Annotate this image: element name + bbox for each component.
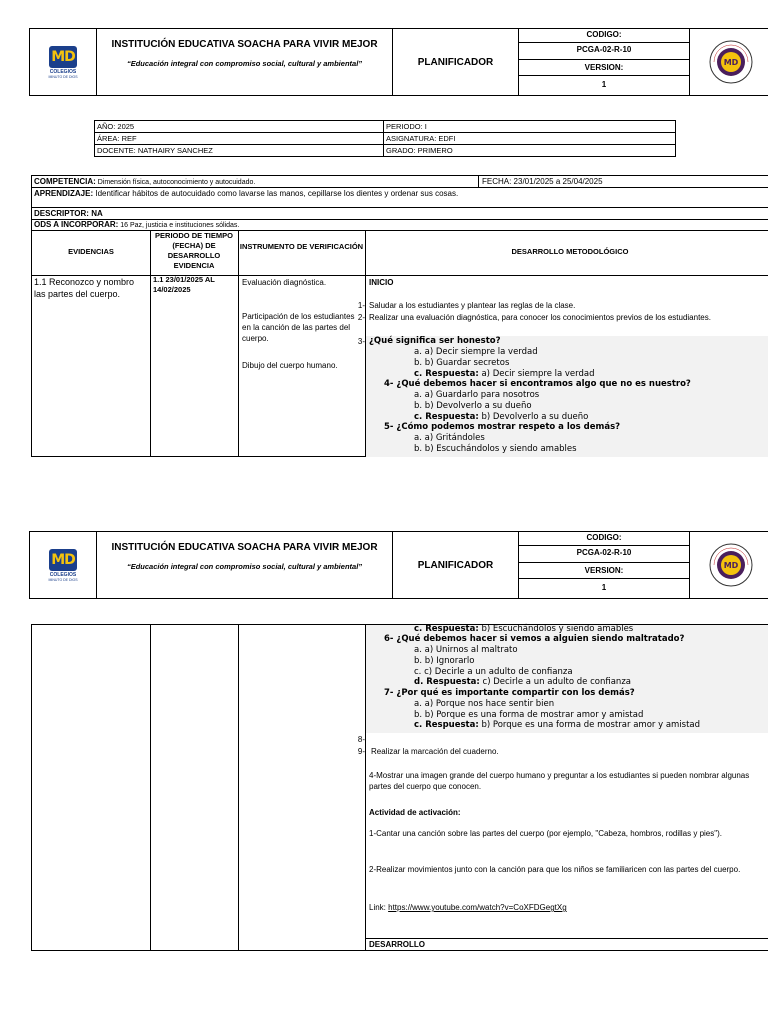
question-5: 5- ¿Cómo podemos mostrar respeto a los demás? xyxy=(384,422,621,432)
plan-table-continued xyxy=(31,624,768,951)
question-6: 6- ¿Qué debemos hacer si vemos a alguien siendo maltratado? xyxy=(384,634,685,644)
svg-text:MD: MD xyxy=(723,561,738,570)
seal-icon xyxy=(708,542,754,588)
question-3-answer: c. Respuesta: a) Decir siempre la verdad xyxy=(414,369,595,379)
school-seal xyxy=(690,29,768,95)
area: ÁREA: REF xyxy=(95,133,384,144)
num-3: 3- xyxy=(357,337,365,346)
year: AÑO: 2025 xyxy=(95,121,384,132)
step-2: Realizar una evaluación diagnóstica, para conocer los conocimientos previos de los estudiantes. xyxy=(369,313,711,322)
question-3-b: b. b) Guardar secretos xyxy=(414,358,510,368)
seal-icon xyxy=(708,39,754,85)
code-cell xyxy=(519,29,690,95)
activation-2: 2-Realizar movimientos junto con la canción para que los niños se familiaricen con las partes del cuerpo. xyxy=(369,865,741,874)
question-6-answer: d. Respuesta: c) Decirle a un adulto de confianza xyxy=(414,677,631,687)
document-header xyxy=(29,28,768,96)
question-6-c: c. c) Decirle a un adulto de confianza xyxy=(414,667,573,677)
question-5-answer: c. Respuesta: b) Escuchándolos y siendo amables xyxy=(414,624,634,634)
instrumento-1: Evaluación diagnóstica. xyxy=(242,278,327,287)
version-value: 1 xyxy=(601,583,607,592)
code-value: PCGA-02-R-10 xyxy=(576,548,632,557)
activation-heading: Actividad de activación: xyxy=(369,808,461,817)
ods: ODS A INCORPORAR: 16 Paz, justicia e instituciones sólidas. xyxy=(34,220,240,229)
institution-name: INSTITUCIÓN EDUCATIVA SOACHA PARA VIVIR MEJOR xyxy=(111,39,378,50)
logo-subtitle-2: MINUTO DE DIOS xyxy=(48,74,78,79)
instrumento-2: Participación de los estudiantes en la canción de las partes del cuerpo. xyxy=(242,312,355,343)
question-4: 4- ¿Qué debemos hacer si encontramos algo que no es nuestro? xyxy=(384,379,691,389)
question-6-b: b. b) Ignorarlo xyxy=(414,656,475,666)
step-1: Saludar a los estudiantes y plantear las reglas de la clase. xyxy=(369,301,576,310)
logo-subtitle: COLEGIOS xyxy=(49,571,77,578)
logo-subtitle: COLEGIOS xyxy=(49,68,77,75)
question-3: ¿Qué significa ser honesto? xyxy=(369,336,501,346)
instrumento-3: Dibujo del cuerpo humano. xyxy=(242,361,338,370)
num-8: 8- xyxy=(357,735,365,744)
video-link[interactable]: https://www.youtube.com/watch?v=CoXFDGegtXg xyxy=(388,903,567,912)
institution-motto: “Educación integral con compromiso social, cultural y ambiental” xyxy=(126,59,363,68)
col-evidencias: EVIDENCIAS xyxy=(68,247,114,256)
inicio-heading: INICIO xyxy=(369,278,394,287)
code-label: CODIGO: xyxy=(586,30,622,39)
school-seal xyxy=(690,532,768,598)
period: PERIODO: I xyxy=(386,122,427,131)
aprendizaje: APRENDIZAJE: Identificar hábitos de autocuidado como lavarse las manos, cepillarse los dientes y ordenar sus cosas. xyxy=(34,189,459,198)
question-4-answer: c. Respuesta: b) Devolverlo a su dueño xyxy=(414,412,589,422)
question-6-a: a. a) Unirnos al maltrato xyxy=(414,645,518,655)
svg-text:MD: MD xyxy=(723,58,738,67)
num-1: 1- xyxy=(357,301,365,310)
md-logo-icon: MD xyxy=(49,549,77,571)
document-type: PLANIFICADOR xyxy=(393,532,519,598)
code-label: CODIGO: xyxy=(586,533,622,542)
evidencia-text: 1.1 Reconozco y nombro las partes del cuerpo. xyxy=(34,277,135,299)
grade: GRADO: PRIMERO xyxy=(386,146,453,155)
num-9: 9- xyxy=(357,747,365,756)
institution-cell xyxy=(97,29,393,95)
question-5-a: a. a) Gritándoles xyxy=(414,433,485,443)
competencia: COMPETENCIA: Dimensión física, autoconocimiento y autocuidado. xyxy=(34,177,256,186)
code-value: PCGA-02-R-10 xyxy=(576,45,632,54)
step-4: 4-Mostrar una imagen grande del cuerpo humano y preguntar a los estudiantes si pueden nombrar algunas partes del cuerpo que conocen. xyxy=(369,771,750,791)
activation-1: 1-Cantar una canción sobre las partes del cuerpo (por ejemplo, "Cabeza, hombros, rodillas y pies"). xyxy=(369,829,722,838)
code-cell xyxy=(519,532,690,598)
col-periodo: PERIODO DE TIEMPO (FECHA) DE DESARROLLO EVIDENCIA xyxy=(155,231,233,270)
step-9: Realizar la marcación del cuaderno. xyxy=(371,747,499,756)
desarrollo-heading: DESARROLLO xyxy=(369,940,425,949)
date-range: FECHA: 23/01/2025 a 25/04/2025 xyxy=(482,177,603,186)
col-instrumento: INSTRUMENTO DE VERIFICACIÓN xyxy=(239,242,364,251)
question-4-b: b. b) Devolverlo a su dueño xyxy=(414,401,532,411)
school-logo xyxy=(30,532,97,598)
md-logo-icon: MD xyxy=(49,46,77,68)
video-link-row: Link: https://www.youtube.com/watch?v=CoXFDGegtXg xyxy=(369,903,567,912)
version-label: VERSION: xyxy=(584,63,624,72)
question-3-a: a. a) Decir siempre la verdad xyxy=(414,347,538,357)
subject: ASIGNATURA: EDFI xyxy=(386,134,456,143)
institution-motto: “Educación integral con compromiso social, cultural y ambiental” xyxy=(126,562,363,571)
version-value: 1 xyxy=(601,80,607,89)
institution-name: INSTITUCIÓN EDUCATIVA SOACHA PARA VIVIR MEJOR xyxy=(111,542,378,553)
question-7: 7- ¿Por qué es importante compartir con los demás? xyxy=(384,688,635,698)
col-desarrollo: DESARROLLO METODOLÓGICO xyxy=(511,247,629,256)
question-7-b: b. b) Porque es una forma de mostrar amor y amistad xyxy=(414,710,644,720)
institution-cell xyxy=(97,532,393,598)
num-2: 2- xyxy=(357,313,365,322)
school-logo xyxy=(30,29,97,95)
question-7-a: a. a) Porque nos hace sentir bien xyxy=(414,699,555,709)
version-label: VERSION: xyxy=(584,566,624,575)
question-4-a: a. a) Guardarlo para nosotros xyxy=(414,390,540,400)
teacher: DOCENTE: NATHAIRY SANCHEZ xyxy=(95,145,384,156)
document-type: PLANIFICADOR xyxy=(393,29,519,95)
document-header-page-2 xyxy=(29,531,768,599)
plan-table xyxy=(31,175,768,457)
descriptor: DESCRIPTOR: NA xyxy=(34,209,103,218)
logo-subtitle-2: MINUTO DE DIOS xyxy=(48,577,78,582)
periodo-text: 1.1 23/01/2025 AL 14/02/2025 xyxy=(153,275,215,294)
question-7-answer: c. Respuesta: b) Porque es una forma de mostrar amor y amistad xyxy=(414,720,701,730)
info-table xyxy=(94,120,676,157)
question-5-b: b. b) Escuchándolos y siendo amables xyxy=(414,444,577,454)
